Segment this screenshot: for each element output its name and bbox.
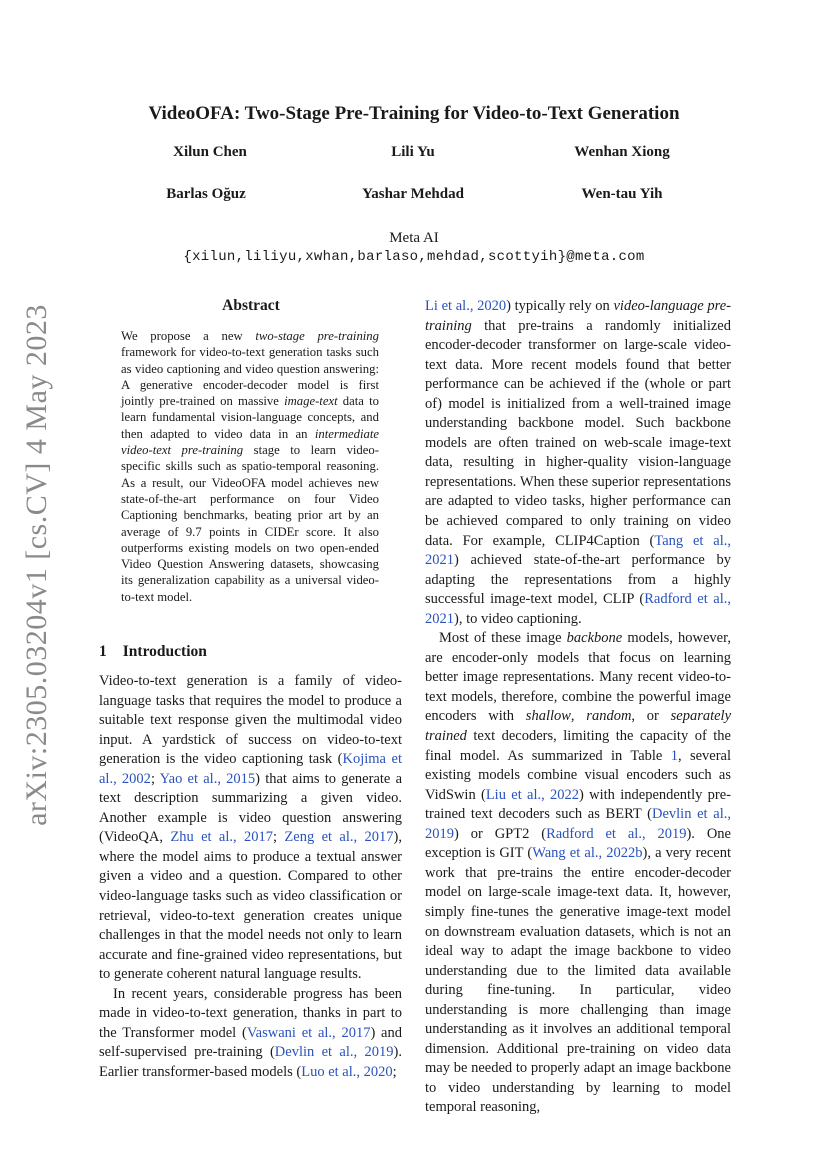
citation-link[interactable]: Vaswani et al., 2017 [246,1024,371,1041]
author-name: Xilun Chen [173,144,247,160]
citation-link[interactable]: Radford et al., 2021 [425,591,731,627]
abstract-heading: Abstract [222,297,280,314]
author-name: Barlas Oğuz [166,186,246,202]
citation-link[interactable]: Devlin et al., 2019 [425,806,731,842]
paragraph: Video-to-text generation is a family of video-language tasks that requires the model to produce a suitable text response given the multimodal video input. A yardstick of success on video-to-text generation is the video captioning task (Kojima et al., 2002; Yao et al., 2015) that aims to generate a text description summarizing a given video. Another example is video question answering (VideoQA, Zhu et al., 2017; Zeng et al., 2017), where the model aims to produce a textual answer given a video and a question. Compared to other video-language tasks such as video classification or retrieval, video-to-text generation creates unique challenges in that the model needs not only to learn accurate and fine-grained video representations, but to generate coherent natural language results. [99,673,402,983]
author-name: Lili Yu [391,144,435,160]
author-emails: {xilun,liliyu,xwhan,barlaso,mehdad,scottyih}@meta.com [183,249,645,265]
citation-link[interactable]: Tang et al., 2021 [425,532,731,569]
citation-link[interactable]: Devlin et al., 2019 [274,1044,394,1061]
paragraph: In recent years, considerable progress has been made in video-to-text generation, thanks in part to the Transformer model (Vaswani et al., 2017) and self-supervised pre-training (Devlin et al., 2019). Earlier transformer-based models (Luo et al., 2020; [99,985,402,1080]
citation-link[interactable]: Radford et al., 2019 [546,825,687,842]
paragraph: Li et al., 2020) typically rely on video-language pre-training that pre-trains a randomly initialized encoder-decoder transformer on large-scale video-text data. More recent models found that better performance can be achieved if the (whole or part of) model is initialized from a well-trained image understanding backbone model. Such backbone models are often trained on web-scale image-text data, resulting in higher-quality vision-language representations. When these superior representations are adapted to video tasks, higher performance can be achieved compared to only training on video data. For example, CLIP4Caption (Tang et al., 2021) achieved state-of-the-art performance by adapting the representations from a highly successful image-text model, CLIP (Radford et al., 2021), to video captioning. [425,298,731,627]
right-column-body [425,297,731,1118]
section-title: Introduction [122,643,207,660]
citation-link[interactable]: Li et al., 2020 [425,298,507,314]
abstract-body: We propose a new two-stage pre-training framework for video-to-text generation tasks such as video captioning and video question answering: A generative encoder-decoder model is first jointly pre-trained on massive image-text data to learn fundamental vision-language concepts, and then adapted to video data in an intermediate video-text pre-training stage to learn video-specific skills such as spatio-temporal reasoning. As a result, our VideoOFA model achieves new state-of-the-art performance on four Video Captioning benchmarks, beating prior art by an average of 9.7 points in CIDEr score. It also outperforms existing models on two open-ended Video Question Answering datasets, showcasing its generalization capability as a universal video-to-text model. [121,329,379,604]
citation-link[interactable]: Yao et al., 2015 [159,770,256,787]
affiliation: Meta AI [389,230,439,246]
citation-link[interactable]: Wang et al., 2022b [532,845,643,862]
citation-link[interactable]: Luo et al., 2020 [301,1063,393,1080]
arxiv-sidebar [8,225,66,905]
citation-link[interactable]: Zhu et al., 2017 [170,829,274,846]
section-heading [99,643,207,661]
citation-link[interactable]: Liu et al., 2022 [485,786,580,803]
citation-link[interactable]: Kojima et al., 2002 [99,751,402,787]
section-number: 1 [99,643,107,660]
left-column-body [99,672,402,1082]
table-reference-link[interactable]: 1 [670,747,678,764]
author-name: Wen-tau Yih [581,186,663,202]
citation-link[interactable]: Zeng et al., 2017 [284,829,394,846]
author-name: Yashar Mehdad [362,186,464,202]
paper-title: VideoOFA: Two-Stage Pre-Training for Video-to-Text Generation [148,103,680,124]
author-name: Wenhan Xiong [574,144,670,160]
arxiv-identifier: arXiv:2305.03204v1 [cs.CV] 4 May 2023 [20,304,53,826]
paragraph: Most of these image backbone models, however, are encoder-only models that focus on learning better image representations. Many recent video-to-text models, therefore, combine the powerful image encoders with shallow, random, or separately trained text decoders, limiting the capacity of the final model. As summarized in Table 1, several existing models combine visual encoders such as VidSwin (Liu et al., 2022) with independently pre-trained text decoders such as BERT (Devlin et al., 2019) or GPT2 (Radford et al., 2019). One exception is GIT (Wang et al., 2022b), a very recent work that pre-trains the entire encoder-decoder model on large-scale image-text data. It, however, simply fine-tunes the generative image-text model on downstream evaluation datasets, which is not an ideal way to adapt the image backbone to video understanding due to the limited data available during fine-tuning. In particular, video understanding is more challenging than image understanding as it involves an additional temporal dimension. Additional pre-training on video data may be needed to properly adapt an image backbone to video understanding by learning to model temporal reasoning, [425,630,732,1116]
